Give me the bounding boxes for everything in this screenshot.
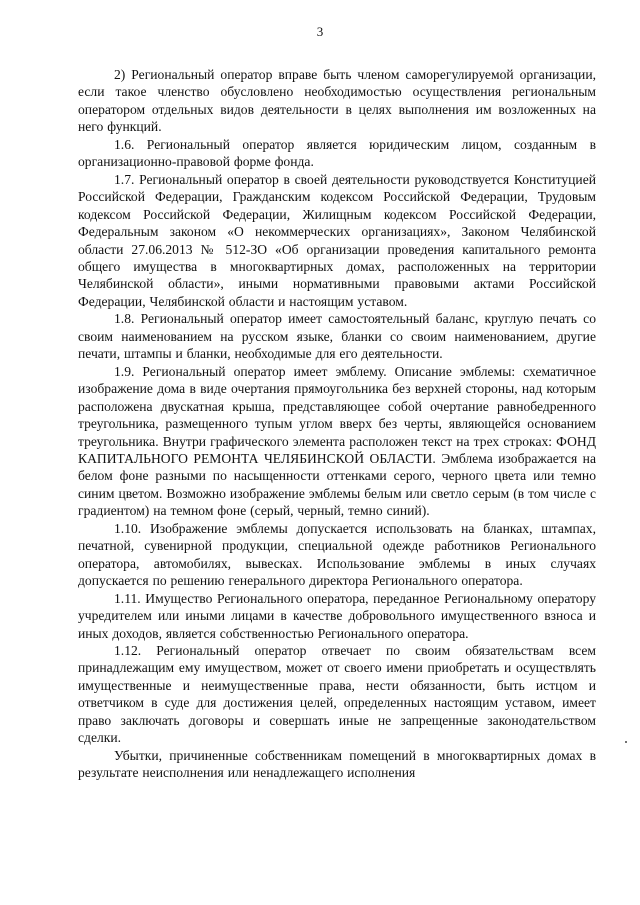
document-body [78, 66, 596, 782]
paragraph-1-12: 1.12. Региональный оператор отвечает по своим обязательствам всем принадлежащим ему имуществом, может от своего имени приобретать и осуществлять имущественные и неимущественные права, нести обязанности, быть истцом и ответчиком в суде для достижения целей, определенных настоящим уставом, имеет право заключать договоры и совершать иные не запрещенные законодательством сделки. [78, 642, 596, 746]
paragraph-1-8: 1.8. Региональный оператор имеет самостоятельный баланс, круглую печать со своим наименованием на русском языке, бланки со своим наименованием, другие печати, штампы и бланки, необходимые для его деятельности. [78, 311, 596, 362]
scan-speck [625, 741, 627, 743]
paragraph-1-10: 1.10. Изображение эмблемы допускается использовать на бланках, штампах, печатной, сувенирной продукции, специальной одежде работников Регионального оператора, автомобилях, вывесках. Использование эмблемы в иных случаях допускается по решению генерального директора Регионального оператора. [78, 520, 596, 589]
paragraph-sro-membership: 2) Региональный оператор вправе быть членом саморегулируемой организации, если такое членство обусловлено необходимостью осуществления региональным оператором отдельных видов деятельности в целях выполнения им возложенных на него функций. [78, 67, 596, 135]
paragraph-1-11: 1.11. Имущество Регионального оператора, переданное Региональному оператору учредителем или иными лицами в качестве добровольного имущественного взноса и иных доходов, является собственностью Регионального оператора. [78, 590, 596, 641]
paragraph-1-9: 1.9. Региональный оператор имеет эмблему. Описание эмблемы: схематичное изображение дома в виде очертания прямоугольника без верхней стороны, над которым расположена двускатная крыша, представляющее собой очертание равнобедренного треугольника, размещенного тупым углом вверх без черты, являющейся основанием треугольника. Внутри графического элемента расположен текст на трех строках: ФОНД КАПИТАЛЬНОГО РЕМОНТА ЧЕЛЯБИНСКОЙ ОБЛАСТИ. Эмблема изображается на белом фоне разными по насыщенности оттенками серого, черного цвета или темно синим цветом. Возможно изображение эмблемы белым или светло серым (в том числе с градиентом) на темном фоне (серый, черный, темно синий). [78, 363, 596, 519]
paragraph-losses: Убытки, причиненные собственникам помещений в многоквартирных домах в результате неисполнения или ненадлежащего исполнения [78, 747, 596, 781]
page-number: 3 [316, 24, 324, 39]
paragraph-1-7: 1.7. Региональный оператор в своей деятельности руководствуется Конституцией Российской Федерации, Гражданским кодексом Российской Федерации, Трудовым кодексом Российской Федерации, Жилищным кодексом Российской Федерации, Федеральным законом «О некоммерческих организациях», Законом Челябинской области 27.06.2013 № 512-ЗО «Об организации проведения капитального ремонта общего имущества в многоквартирных домах, расположенных на территории Челябинской области», иными нормативными правовыми актами Российской Федерации, Челябинской области и настоящим уставом. [78, 171, 596, 309]
paragraph-1-6: 1.6. Региональный оператор является юридическим лицом, созданным в организационно-правовой форме фонда. [78, 136, 596, 170]
